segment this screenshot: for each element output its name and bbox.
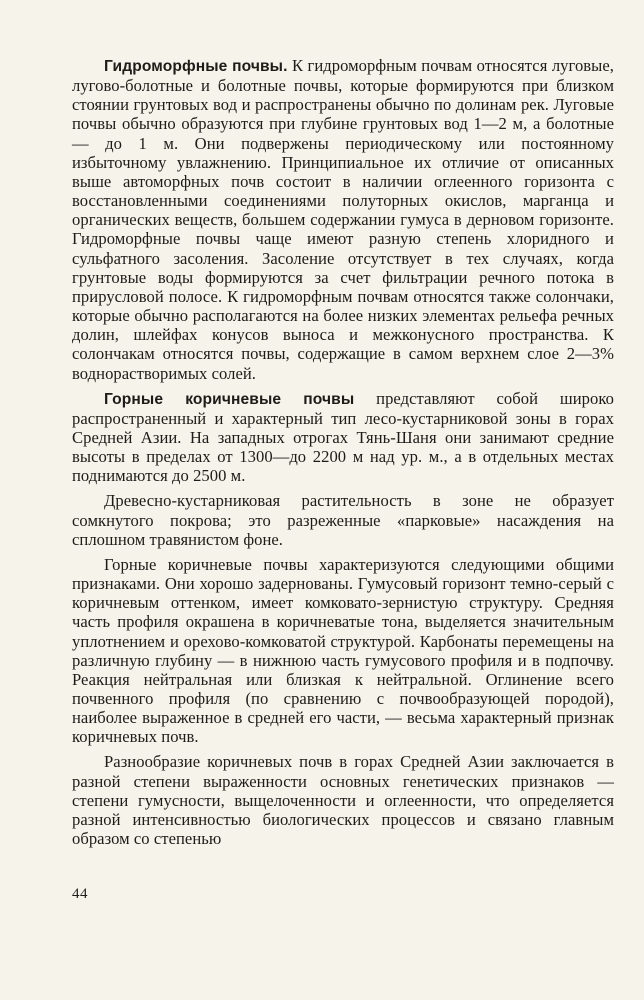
paragraph-text: Горные коричневые почвы характеризуются следующими общими признаками. Они хорошо задернованы. Гумусовый горизонт темно-серый с коричневым оттенком, имеет комковато-зернистую структуру. Средняя часть профиля окрашена в коричневатые тона, выделяется значительным уплотнением и орехово-комковатой структурой. Карбонаты перемещены на различную глубину — в нижнюю часть гумусового профиля и в подпочву. Реакция нейтральная или близкая к нейтральной. Оглинение всего почвенного профиля (по сравнению с почвообразующей породой), наиболее выраженное в средней его части, — весьма характерный признак коричневых почв.: [72, 554, 614, 747]
paragraph-brown-soil-diversity: [72, 752, 614, 848]
paragraph-hydromorphic-soils: [72, 56, 614, 383]
paragraph-text: К гидроморфным почвам относятся луговые, лугово-болотные и болотные почвы, которые формируются при близком стоянии грунтовых вод и распространены обычно по долинам рек. Луговые почвы обычно образуются при глубине грунтовых вод 1—2 м, а болотные — до 1 м. Они подвержены периодическому или постоянному избыточному увлажнению. Принципиальное их отличие от описанных выше автоморфных почв состоит в наличии оглеенного горизонта с восстановленными соединениями полуторных окислов, марганца и органических веществ, большем содержании гумуса в дерновом горизонте. Гидроморфные почвы чаще имеют разную степень хлоридного и сульфатного засоления. Засоление отсутствует в тех случаях, когда грунтовые воды формируются за счет фильтрации речного потока в прирусловой полосе. К гидроморфным почвам относятся также солончаки, которые обычно располагаются на более низких элементах рельефа речных долин, шлейфах конусов выноса и межконусного пространства. К солончакам относятся почвы, содержащие в самом верхнем слое 2—3% воднорастворимых солей.: [72, 56, 614, 383]
paragraph-text: Древесно-кустарниковая растительность в зоне не образует сомкнутого покрова; это разреженные «парковые» насаждения на сплошном травянистом фоне.: [72, 491, 614, 549]
paragraph-heading: Горные коричневые почвы: [104, 390, 355, 408]
page-body-text: [72, 56, 614, 848]
paragraph-mountain-brown-soils: [72, 389, 614, 486]
paragraph-vegetation: [72, 491, 614, 548]
paragraph-text: представляют собой широко распространенный и характерный тип лесо-кустарниковой зоны в горах Средней Азии. На западных отрогах Тянь-Шаня они занимают средние высоты в пределах от 1300—до 2200 м над ур. м., а в отдельных местах поднимаются до 2500 м.: [72, 388, 614, 486]
page-number: 44: [72, 886, 88, 902]
paragraph-heading: Гидроморфные почвы.: [104, 58, 288, 75]
paragraph-text: Разнообразие коричневых почв в горах Средней Азии заключается в разной степени выраженности основных генетических признаков — степени гумусности, выщелоченности и оглеенности, что определяется разной интенсивностью биологических процессов и связано главным образом со степенью: [72, 752, 614, 849]
paragraph-brown-soil-features: [72, 555, 614, 747]
